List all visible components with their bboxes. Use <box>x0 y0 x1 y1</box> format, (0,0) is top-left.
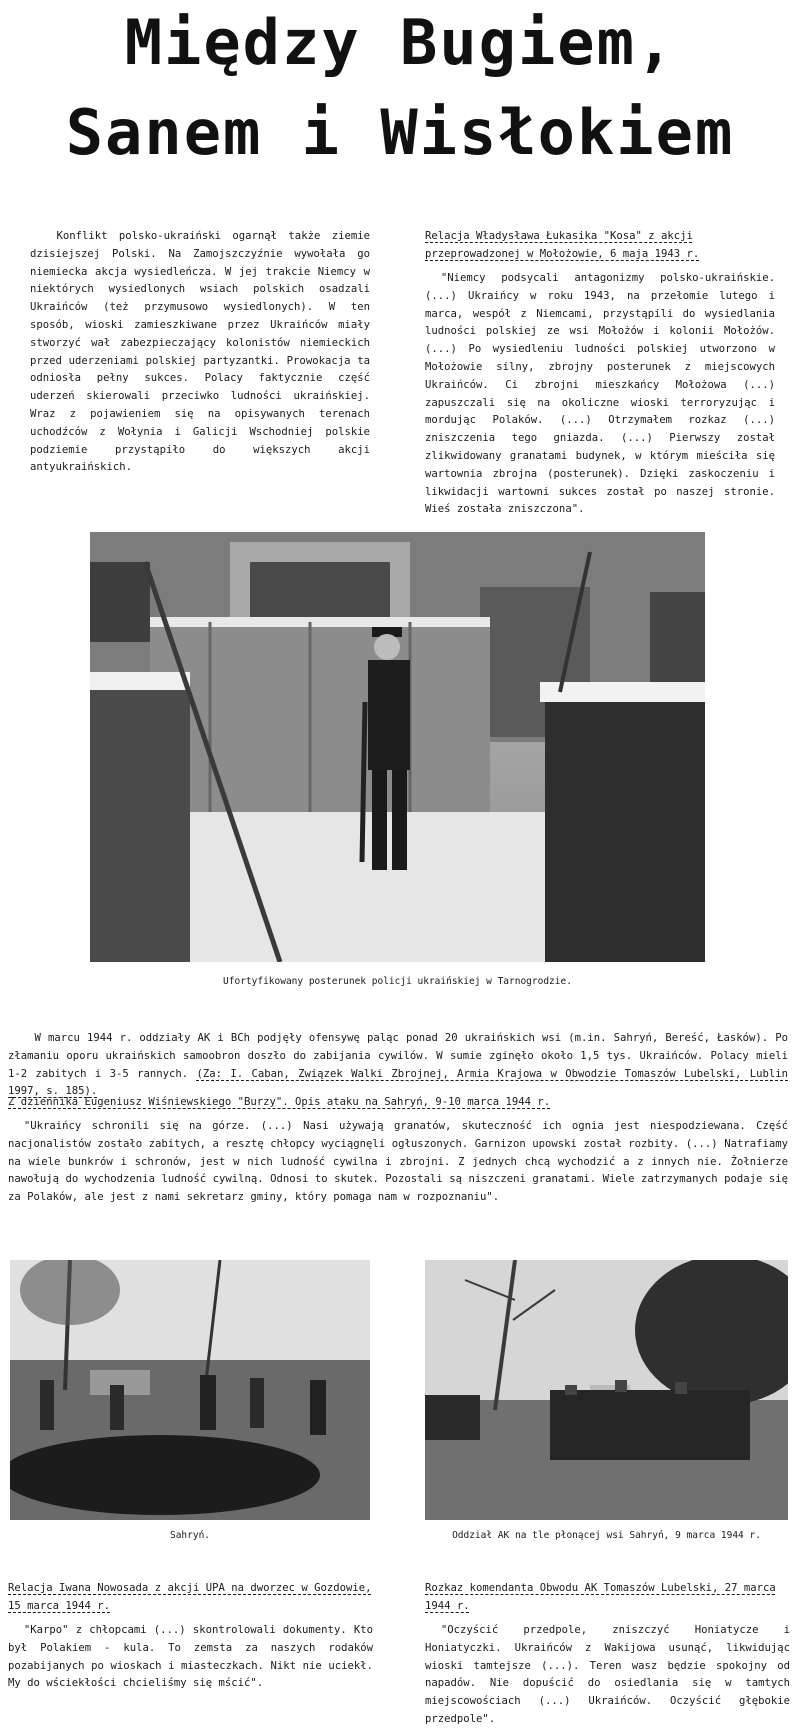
photo-sahryn-caption: Sahryń. <box>169 1530 211 1541</box>
relacja-nowosad-quote: "Karpo" z chłopcami (...) skontrolowali dokumenty. Kto był Polakiem - kula. To zemsta za naszych rodaków pozabijanych po wioskach i miasteczkach. Nikt nie uciekł. My do wściekłości chcieliśmy się mścić". <box>8 1624 373 1690</box>
rozkaz-quote: "Oczyścić przedpole, zniszczyć Honiatycze i Honiatyczki. Ukraińców z Wakijowa usunąć, likwidując wioski tamtejsze (...). Teren wasz będzie spokojny od napadów. Nie dopuścić do osiedlania się w tamtych miejscowościach (...) Ukraińców. Oczyścić głębokie przedpole". <box>425 1624 790 1725</box>
offensive-text: W marcu 1944 r. oddziały AK i BCh podjęły ofensywę paląc ponad 20 ukraińskich wsi (m.in. Sahryń, Bereść, Łasków). Po złamaniu oporu ukraińskich samoobron doszło do zabijania cywilów. W sumie zginęło około 1,5 tys. Ukraińców. Polacy mieli 1-2 zabitych i 3-5 rannych. <box>8 1032 788 1080</box>
photo-ak-unit-burning-village <box>425 1260 788 1520</box>
dziennik-quote: "Ukraińcy schronili się na górze. (...) Nasi używają granatów, skuteczność ich ognia jest niespodziewana. Część nacjonalistów zostało zabitych, a resztę chłopcy wyciągnęli ogłuszonych. Garnizon upowski został rozbity. (...) Natrafiamy na wiele bunkrów i schronów, jest w nich ludność cywilna i zbrojni. Z jednych chcą wychodzić a z innych nie. Żołnierze nawołują do wychodzenia ludność cywilną. Odnosi to skutek. Pozostali są niszczeni granatami. Wiele zatrzymanych podaje się za Polaków, ale jest z nami sekretarz gminy, który pomaga nam w rozpoznaniu". <box>8 1120 788 1204</box>
page-title-line-1: Między Bugiem, <box>124 6 676 79</box>
relacja-kosa-heading: Relacja Władysława Łukasika "Kosa" z akcji przeprowadzonej w Mołożowie, 6 maja 1943 r. <box>425 230 700 260</box>
photo-sahryn <box>10 1260 370 1520</box>
relacja-kosa-quote: "Niemcy podsycali antagonizmy polsko-ukraińskie. (...) Ukraińcy w roku 1943, na przełomie lutego i marca, wespół z Niemcami, przystąpili do wysiedlania ludności polskiej ze wsi Mołożów i kolonii Mołożów. (...) Po wysiedleniu ludności polskiej utworzono w Mołożowie silny, zbrojny posterunek z miejscowych Ukraińców. Ci zbrojni mieszkańcy Mołożowa (...) zapuszczali się na okoliczne wioski terroryzując i mordując Polaków. (...) Otrzymałem rozkaz (...) zniszczenia tego gniazda. (...) Pierwszy został zlikwidowany granatami budynek, w którym mieściła się wartownia zbrojna (posterunek). Dzięki zaskoczeniu i likwidacji wartowni sukces został po naszej stronie. Wieś została zniszczona". <box>425 272 775 516</box>
photo-tarnogrod-police-post <box>90 532 705 962</box>
intro-paragraph: Konflikt polsko-ukraiński ogarnął także ziemie dzisiejszej Polski. Na Zamojszczyźnie wywołała go niemiecka akcja wysiedleńcza. W jej trakcie Niemcy w niektórych wysiedlonych wsiach polskich osadzali Ukraińców (też przymusowo wysiedlonych). W ten sposób, wioski zamieszkiwane przez Ukraińców miały stworzyć wał zabezpieczający kolonistów niemieckich przed uderzeniami polskiej partyzantki. Prowokacja ta odniosła pełny sukces. Polacy faktycznie część uderzeń skierowali przeciwko ludności ukraińskiej. Wraz z pojawieniem się na opisywanych terenach uchodźców z Wołynia i Galicji Wschodniej polskie podziemie przystąpiło do większych akcji antyukraińskich. <box>30 230 370 474</box>
offensive-paragraph <box>8 1030 788 1101</box>
rozkaz-heading: Rozkaz komendanta Obwodu AK Tomaszów Lubelski, 27 marca 1944 r. <box>425 1582 776 1612</box>
photo-ak-unit-caption: Oddział AK na tle płonącej wsi Sahryń, 9 marca 1944 r. <box>452 1530 761 1541</box>
dziennik-heading: Z dziennika Eugeniusz Wiśniewskiego "Burzy". Opis ataku na Sahryń, 9-10 marca 1944 r. <box>8 1096 551 1108</box>
relacja-nowosad-heading: Relacja Iwana Nowosada z akcji UPA na dworzec w Gozdowie, 15 marca 1944 r. <box>8 1582 372 1612</box>
offensive-source: (Za: I. Caban, Związek Walki Zbrojnej, Armia Krajowa w Obwodzie Tomaszów Lubelski, Lublin 1997, s. 185). <box>8 1067 788 1098</box>
photo-tarnogrod-caption: Ufortyfikowany posterunek policji ukraińskiej w Tarnogrodzie. <box>223 976 572 987</box>
page-title-line-2: Sanem i Wisłokiem <box>65 96 735 169</box>
